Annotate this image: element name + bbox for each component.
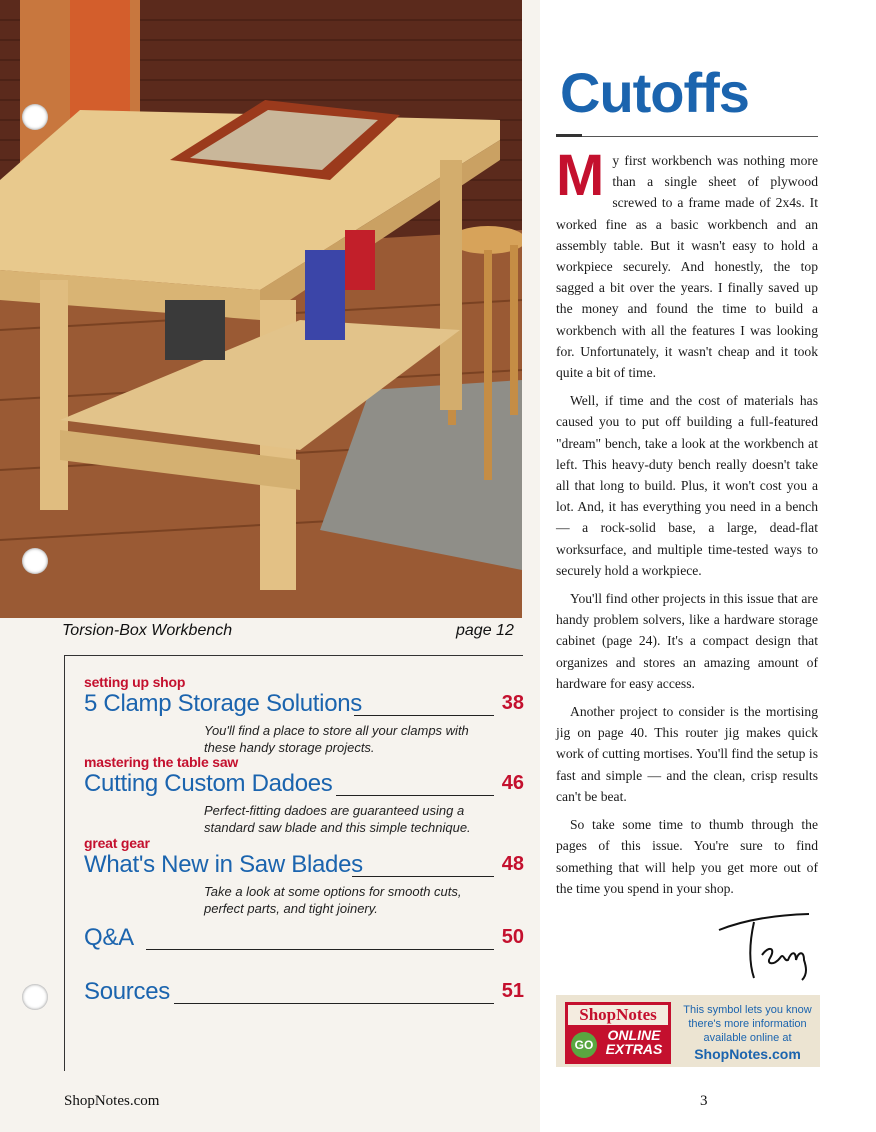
go-icon: GO [571,1032,597,1058]
toc-page-number: 38 [501,692,524,714]
toc-description-line: Take a look at some options for smooth cuts, [204,884,462,899]
toc-description-line: standard saw blade and this simple technique. [204,820,471,835]
article-paragraph: Another project to consider is the mortising jig on page 40. This router jig makes quick work of cutting mortises. You'll find the setup is fast and simple — and the clean, crisp results can't be beat. [556,704,818,804]
binder-hole [22,548,48,574]
extras-label: EXTRAS [605,1041,663,1057]
online-extras-text [599,1028,669,1056]
toc-entry[interactable] [84,835,524,917]
title-rule-accent [556,134,582,137]
leader-rule [354,715,494,716]
toc-description-line: these handy storage projects. [204,740,375,755]
leader-rule [146,949,494,950]
article-body [556,143,818,906]
shopnotes-logo: ShopNotes [568,1005,668,1025]
toc-title[interactable]: Cutting Custom Dadoes [84,770,333,797]
binder-hole [22,984,48,1010]
toc-entry[interactable] [84,978,524,1008]
leader-rule [352,876,494,877]
info-line: there's more information [688,1018,807,1030]
toc-entry[interactable] [84,924,524,954]
toc-page-number: 51 [501,980,524,1002]
paragraph-text: y first workbench was nothing more than a single sheet of plywood screwed to a frame made of 2x4s. It worked fine as a basic workbench and an assembly table. But it wasn't easy to hold a workpiece securely. And honestly, the top sagged a bit over the years. I finally saved up the money and found the time to build a workbench with all the features I was looking for. Unfortunately, it wasn't cheap and it took quite a bit of time. [556,153,818,381]
article-paragraph: So take some time to thumb through the pages of this issue. You're sure to find something that will help you get more out of the time you spend in your shop. [556,817,818,896]
leader-rule [174,1003,494,1004]
photo-caption: Torsion-Box Workbench [62,622,233,639]
toc-description [204,802,524,836]
article-title: Cutoffs [560,61,749,124]
toc-title[interactable]: What's New in Saw Blades [84,851,363,878]
toc-page-number: 48 [501,853,524,875]
toc-description-line: You'll find a place to store all your clamps with [204,723,469,738]
page-number: 3 [700,1093,708,1109]
binder-hole [22,104,48,130]
footer-site: ShopNotes.com [64,1093,160,1109]
article-paragraph: Well, if time and the cost of materials has caused you to put off building a full-featured "dream" bench, take a look at the workbench at left. This heavy-duty bench really doesn't take all that long to build. Plus, it won't cost you a lot. And, it has everything you need in a bench — a rock-solid base, a large, dead-flat worksurface, and multiple time-tested ways to securely hold a workpiece. [556,393,818,578]
toc-title[interactable]: Q&A [84,924,134,951]
article-paragraph: You'll find other projects in this issue that are handy problem solvers, like a hardware storage cabinet (page 24). It's a compact design that organizes and stores an amazing amount of hardware for easy access. [556,591,818,691]
toc-description [204,722,524,756]
info-line: This symbol lets you know [683,1004,812,1016]
leader-rule [336,795,494,796]
article-paragraph [556,143,818,383]
toc-title[interactable]: 5 Clamp Storage Solutions [84,690,362,717]
shopnotes-url-link[interactable]: ShopNotes.com [694,1046,801,1062]
online-label: ONLINE [607,1027,661,1043]
toc-description-line: Perfect-fitting dadoes are guaranteed using a [204,803,465,818]
toc-description [204,883,524,917]
toc-page-number: 46 [501,772,524,794]
toc-kicker: mastering the table saw [84,754,239,770]
toc-entry[interactable] [84,674,524,756]
toc-kicker: great gear [84,835,150,851]
toc-entry[interactable] [84,754,524,836]
online-extras-info [680,1003,815,1063]
title-rule [556,136,818,137]
workbench-photo [0,0,522,618]
shopnotes-online-extras-logo[interactable] [565,1002,671,1064]
info-line: available online at [703,1032,792,1044]
toc-page-number: 50 [501,926,524,948]
signature [714,900,824,985]
drop-cap: M [556,143,605,208]
toc-kicker: setting up shop [84,674,186,690]
toc-title[interactable]: Sources [84,978,170,1005]
toc-description-line: perfect parts, and tight joinery. [204,901,378,916]
photo-page-ref: page 12 [456,622,514,639]
